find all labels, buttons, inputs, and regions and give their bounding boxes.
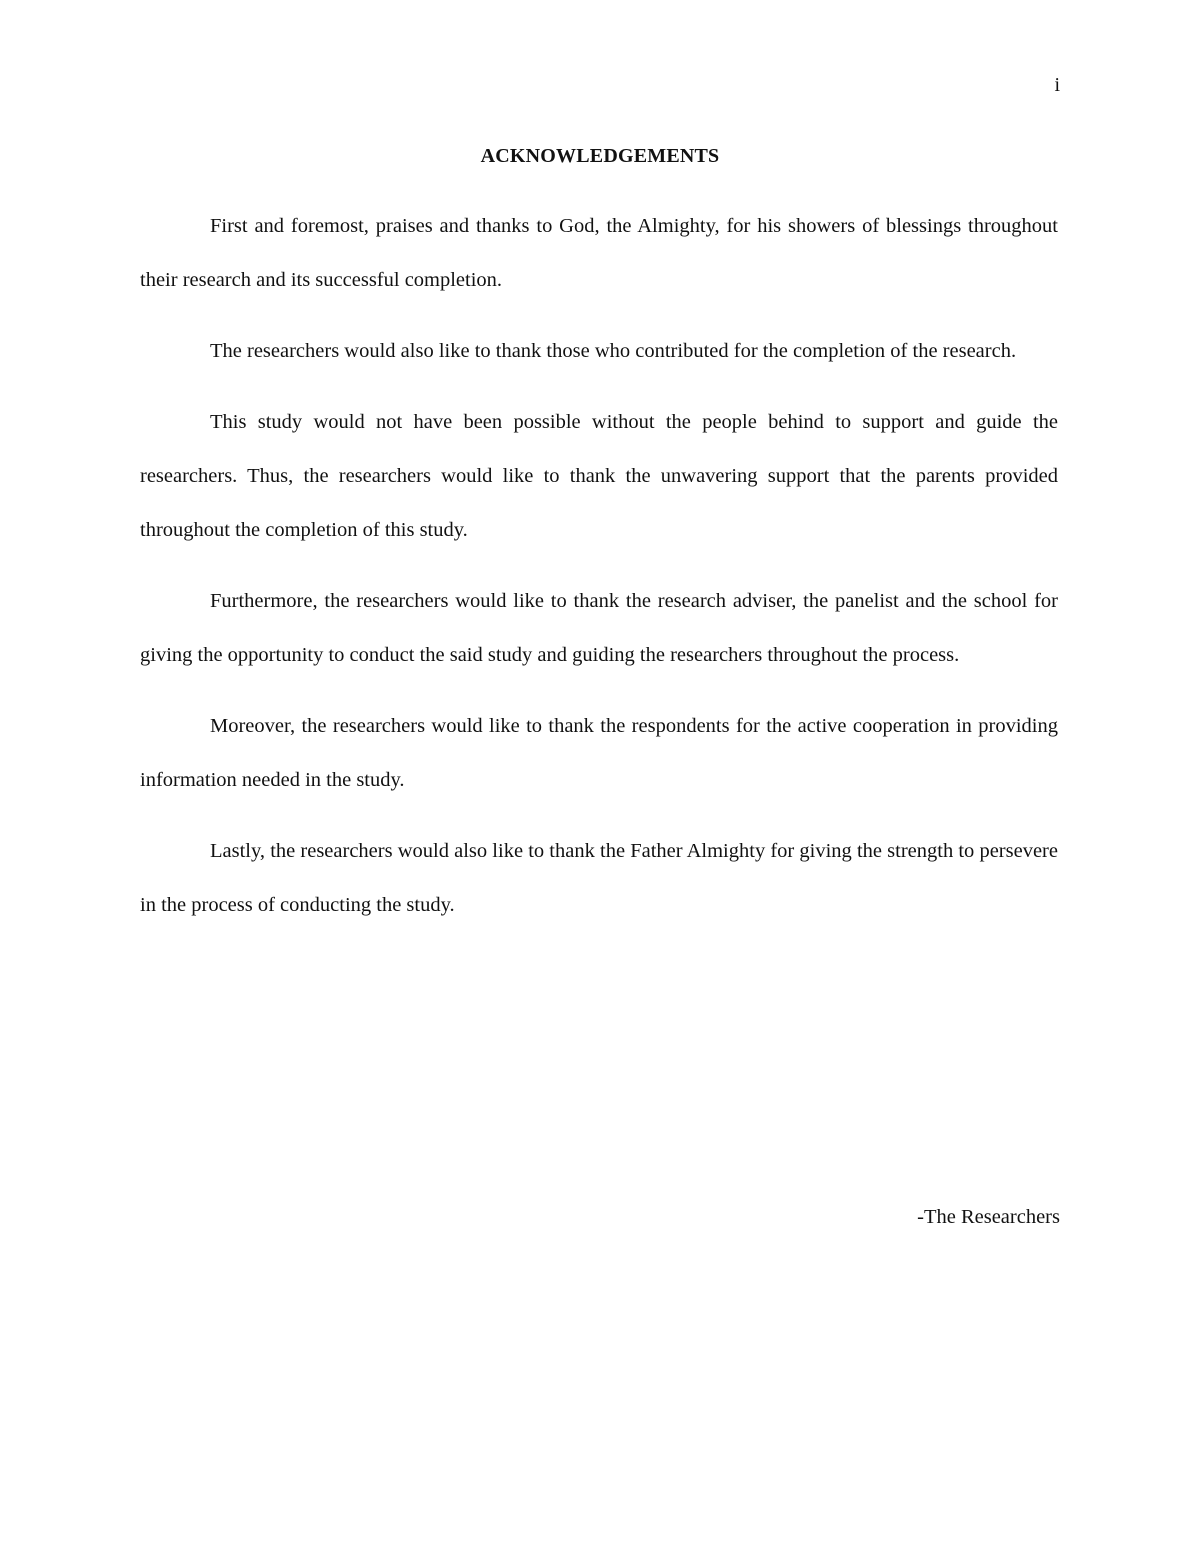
paragraph-gratitude-to-god: First and foremost, praises and thanks to God, the Almighty, for his showers of blessings throughout their research and its successful completion.	[140, 215, 1058, 291]
paragraph-adviser-panel-school: Furthermore, the researchers would like to thank the research adviser, the panelist and the school for giving the opportunity to conduct the said study and guiding the researchers throughout the process.	[140, 590, 1058, 666]
paragraph-closing-thanks: Lastly, the researchers would also like to thank the Father Almighty for giving the strength to persevere in the process of conducting the study.	[140, 840, 1058, 916]
page-title: ACKNOWLEDGEMENTS	[480, 145, 720, 167]
paragraph-respondents: Moreover, the researchers would like to thank the respondents for the active cooperation in providing information needed in the study.	[140, 715, 1058, 791]
acknowledgements-body	[140, 199, 1058, 949]
paragraph-contributors: The researchers would also like to thank those who contributed for the completion of the research.	[210, 340, 1017, 362]
paragraph-parents-support: This study would not have been possible without the people behind to support and guide the researchers. Thus, the researchers would like to thank the unwavering support that the parents provided throughout the completion of this study.	[140, 411, 1058, 541]
signature-line: -The Researchers	[917, 1206, 1060, 1228]
page-number: i	[1054, 74, 1060, 96]
